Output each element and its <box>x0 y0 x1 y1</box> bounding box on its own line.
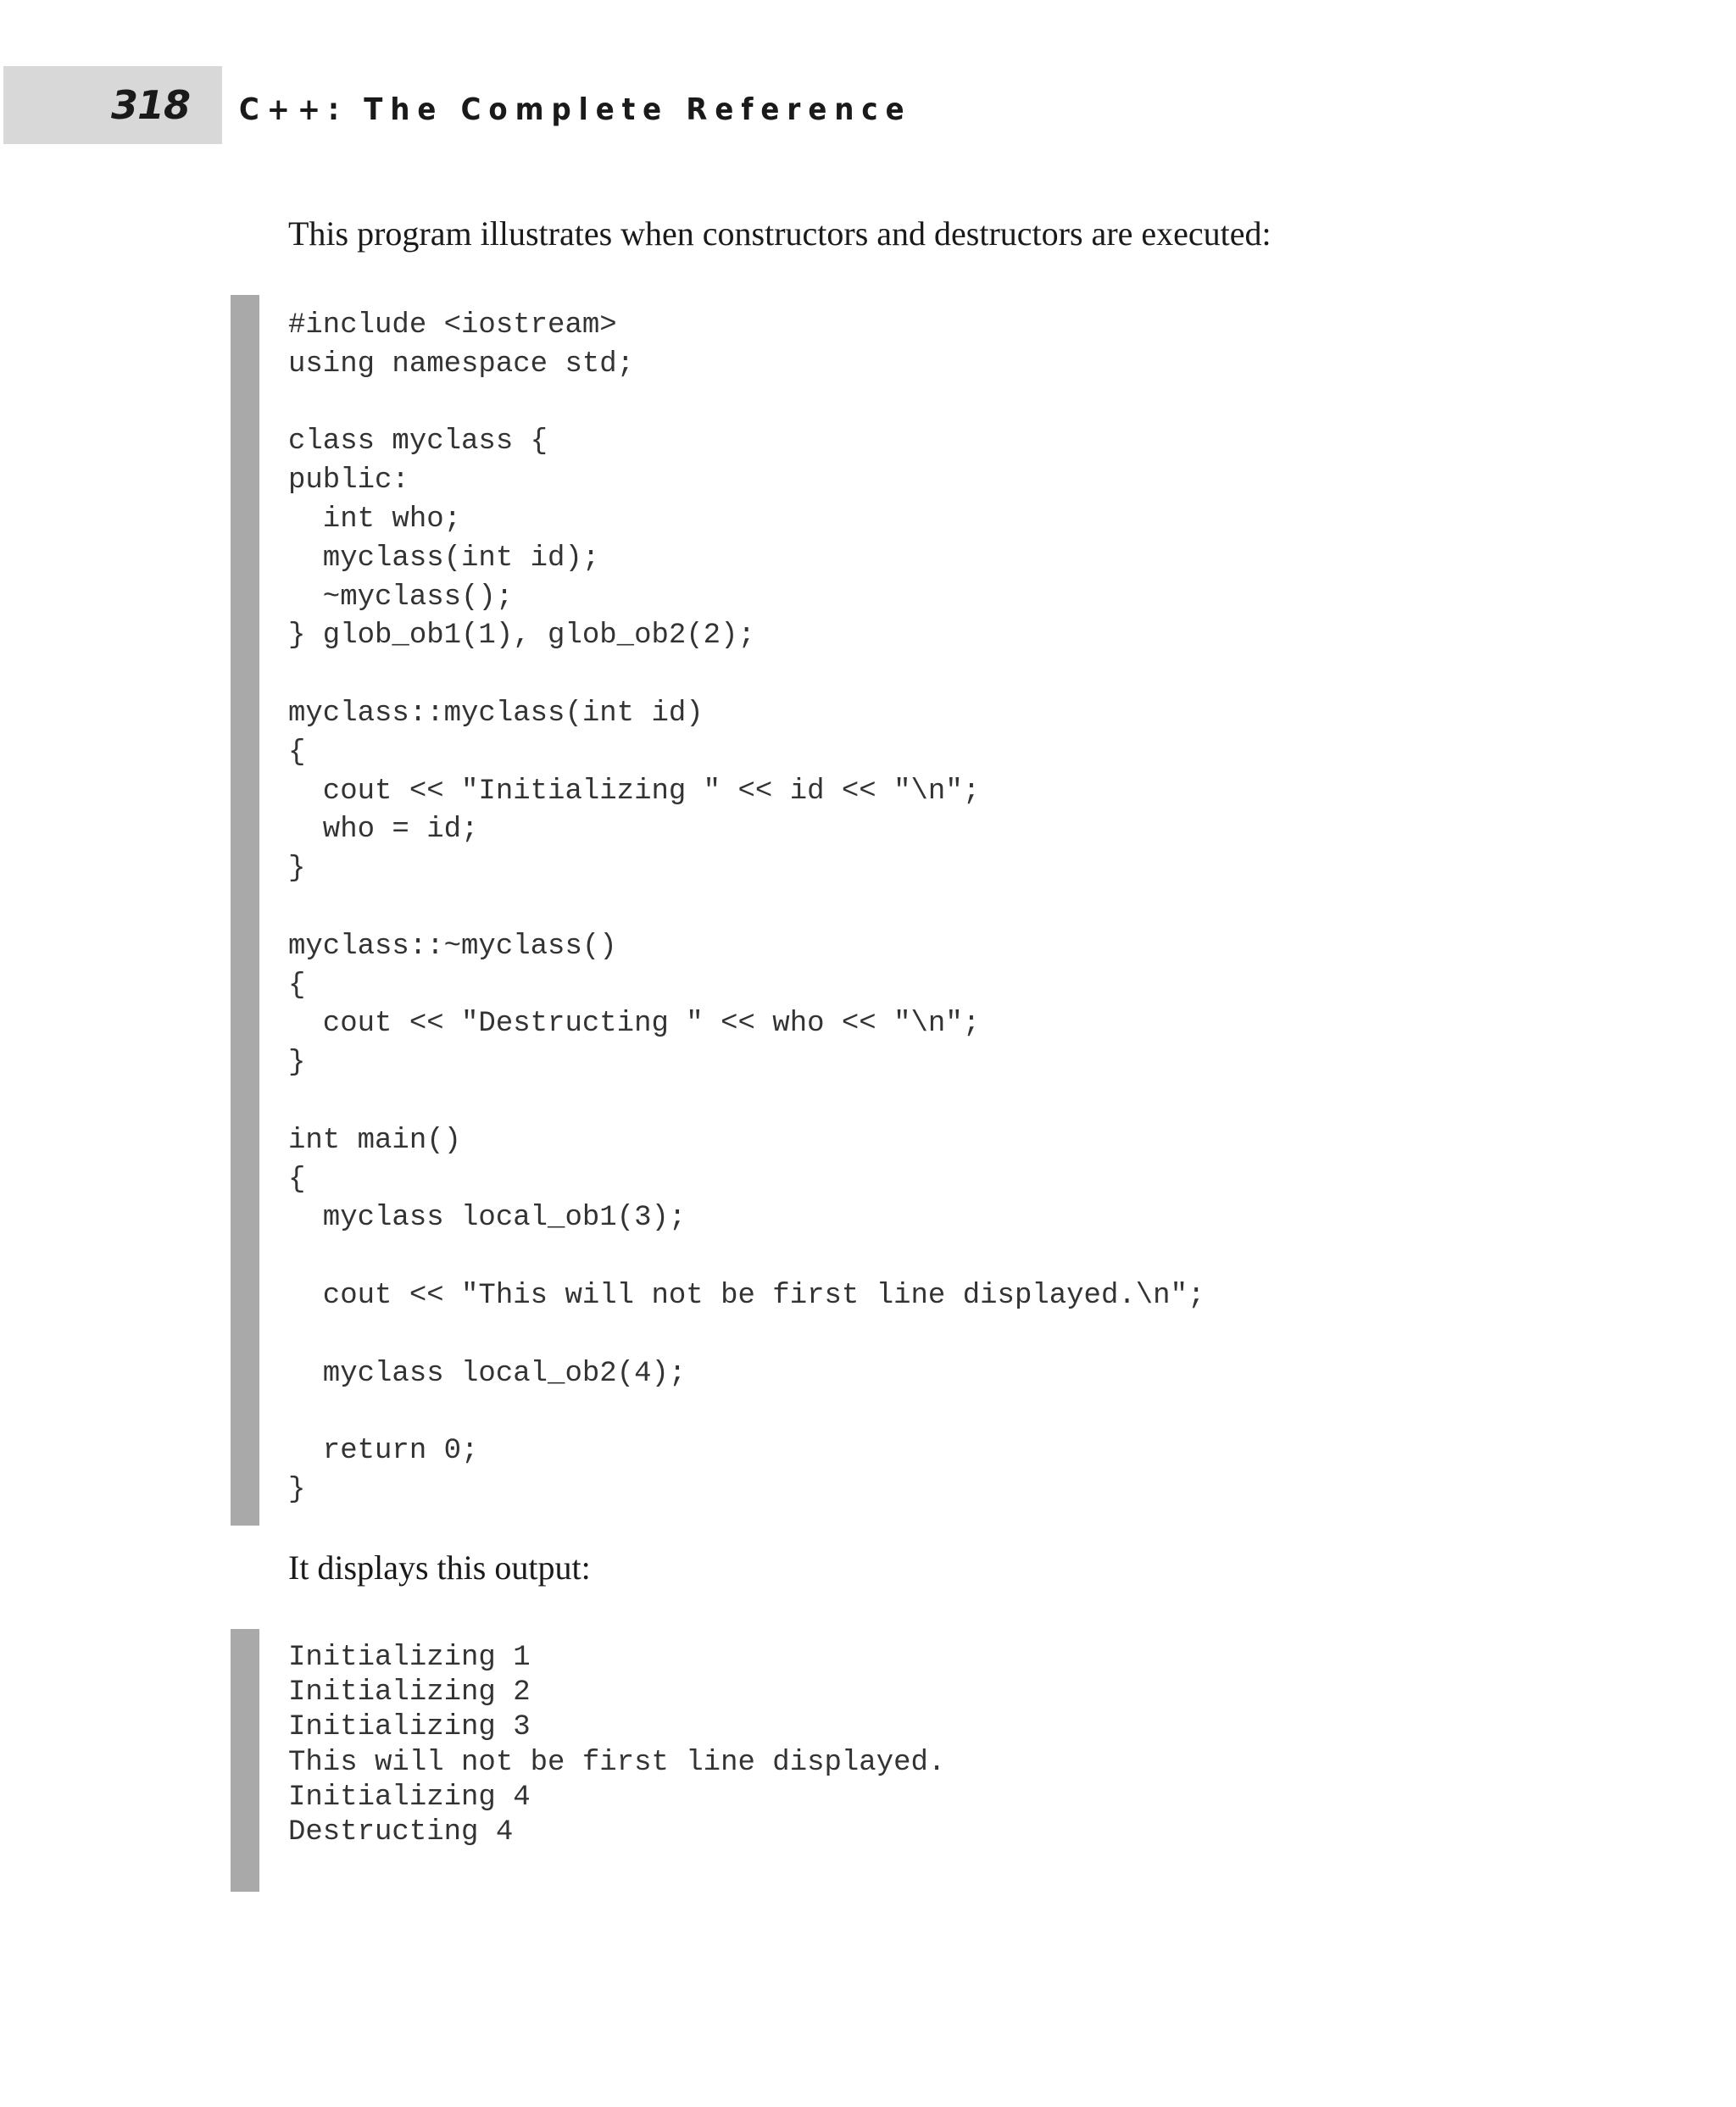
output-line: Initializing 4 <box>288 1781 531 1814</box>
code-listing <box>288 307 1205 1510</box>
output-line: This will not be first line displayed. <box>288 1746 946 1779</box>
intro-paragraph: This program illustrates when constructors and destructors are executed: <box>288 214 1271 253</box>
code-listing-margin-bar <box>231 295 259 1526</box>
code-line: cout << "This will not be first line displayed.\n"; <box>288 1279 1205 1312</box>
output-listing-margin-bar <box>231 1629 259 1892</box>
code-line <box>288 656 1205 695</box>
code-line: int who; <box>288 503 462 536</box>
output-intro-paragraph: It displays this output: <box>288 1548 591 1587</box>
code-line: myclass(int id); <box>288 542 600 575</box>
page-number: 318 <box>110 82 190 128</box>
code-line <box>288 889 1205 928</box>
code-line: } <box>288 853 306 886</box>
code-line: class myclass { <box>288 425 548 459</box>
code-line: } <box>288 1473 306 1506</box>
output-line: Initializing 1 <box>288 1642 531 1674</box>
code-line <box>288 1083 1205 1122</box>
code-line <box>288 1238 1205 1277</box>
output-line: Destructing 4 <box>288 1815 514 1848</box>
code-line: myclass local_ob2(4); <box>288 1357 687 1390</box>
code-line: using namespace std; <box>288 347 635 381</box>
code-line: int main() <box>288 1124 462 1157</box>
code-line: { <box>288 969 306 1002</box>
code-line: #include <iostream> <box>288 309 617 342</box>
code-line: myclass local_ob1(3); <box>288 1202 687 1235</box>
code-line: cout << "Destructing " << who << "\n"; <box>288 1008 981 1041</box>
code-line: myclass::myclass(int id) <box>288 697 704 730</box>
output-listing <box>288 1641 945 1850</box>
running-header-title: C++: The Complete Reference <box>239 92 912 127</box>
output-line: Initializing 3 <box>288 1711 531 1744</box>
code-line: return 0; <box>288 1435 479 1468</box>
code-line: who = id; <box>288 814 479 847</box>
code-line: { <box>288 736 306 769</box>
code-line: myclass::~myclass() <box>288 930 617 963</box>
code-line <box>288 1393 1205 1432</box>
code-line <box>288 385 1205 424</box>
page-number-tab <box>3 66 222 144</box>
code-line: public: <box>288 464 409 498</box>
code-line: ~myclass(); <box>288 581 514 614</box>
code-line: { <box>288 1163 306 1196</box>
code-line: cout << "Initializing " << id << "\n"; <box>288 775 981 808</box>
code-line: } <box>288 1047 306 1080</box>
output-line: Initializing 2 <box>288 1676 531 1710</box>
code-line <box>288 1316 1205 1355</box>
code-line: } glob_ob1(1), glob_ob2(2); <box>288 620 755 653</box>
